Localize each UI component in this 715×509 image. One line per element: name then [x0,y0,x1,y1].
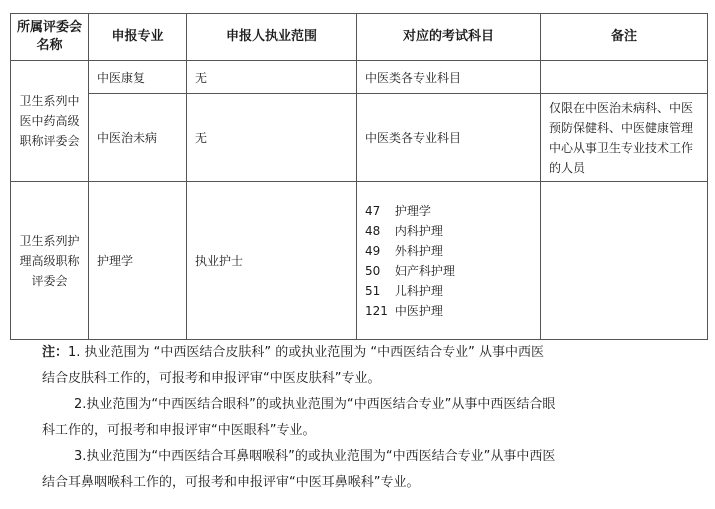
header-committee: 所属评委会名称 [11,14,89,61]
footnote-text: 1. 执业范围为 “中西医结合皮肤科” 的或执业范围为 “中西医结合专业” 从事中西医 [68,345,545,360]
subject-name: 护理学 [394,203,431,218]
subject-code: 50 [365,263,381,278]
committee-cell: 卫生系列护理高级职称评委会 [11,182,89,340]
footnotes [42,340,692,496]
footnote-lead: 注： [42,345,69,360]
footnote-2: 2.执业范围为“中西医结合眼科”的或执业范围为“中西医结合专业”从事中西医结合眼 [74,397,556,412]
list-item [365,201,540,221]
major-cell: 护理学 [89,182,187,340]
subjects-cell: 中医类各专业科目 [357,61,541,94]
subject-name: 妇产科护理 [394,263,455,278]
footnote-2-continued: 科工作的，可报考和申报评审“中医眼科”专业。 [42,423,316,438]
header-notes: 备注 [541,14,708,61]
subject-code: 48 [365,223,381,238]
subject-name: 中医护理 [394,303,443,318]
note-cell [541,61,708,94]
list-item [365,241,540,261]
table-row [11,61,708,94]
list-item [365,281,540,301]
subject-name: 外科护理 [394,243,443,258]
scope-cell: 无 [187,94,357,182]
footnote-3: 3.执业范围为“中西医结合耳鼻咽喉科”的或执业范围为“中西医结合专业”从事中西医 [74,449,556,464]
subjects-cell [357,182,541,340]
major-cell: 中医治未病 [89,94,187,182]
table-row [11,182,708,340]
subject-list [365,201,540,321]
list-item [365,221,540,241]
subject-code: 47 [365,203,381,218]
subject-code: 51 [365,283,381,298]
subject-code: 49 [365,243,381,258]
footnote-1-continued: 结合皮肤科工作的，可报考和申报评审“中医皮肤科”专业。 [42,371,381,386]
header-major: 申报专业 [89,14,187,61]
note-cell: 仅限在中医治未病科、中医预防保健科、中医健康管理中心从事卫生专业技术工作的人员 [541,94,708,182]
scope-cell: 无 [187,61,357,94]
subject-name: 内科护理 [394,223,443,238]
committee-cell: 卫生系列中医中药高级职称评委会 [11,61,89,182]
table-row [11,94,708,182]
table-header-row [11,14,708,61]
list-item [365,261,540,281]
major-cell: 中医康复 [89,61,187,94]
exam-subject-table [10,13,708,340]
footnote-1 [42,340,692,366]
note-cell [541,182,708,340]
footnote-3-continued: 结合耳鼻咽喉科工作的，可报考和申报评审“中医耳鼻喉科”专业。 [42,475,420,490]
subjects-cell: 中医类各专业科目 [357,94,541,182]
subject-name: 儿科护理 [394,283,443,298]
scope-cell: 执业护士 [187,182,357,340]
list-item [365,301,540,321]
header-subjects: 对应的考试科目 [357,14,541,61]
subject-code: 121 [365,303,388,318]
header-scope: 申报人执业范围 [187,14,357,61]
